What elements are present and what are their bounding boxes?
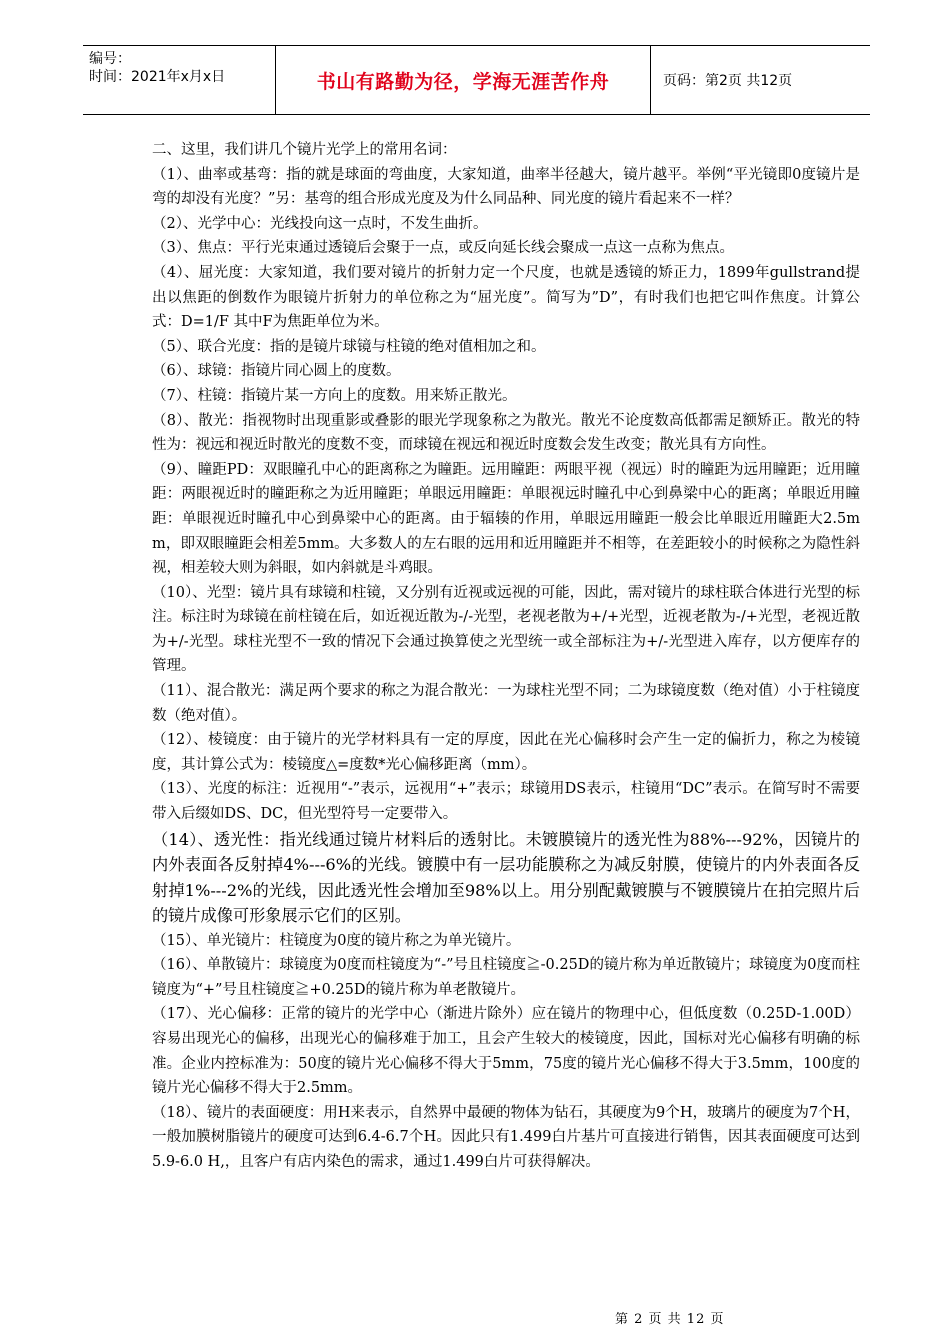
paragraph-7: （7）、柱镜：指镜片某一方向上的度数。用来矫正散光。 [152,387,517,404]
page-footer: 第 2 页 共 12 页 [615,1312,725,1327]
document-body [152,138,860,1175]
paragraph-5: （5）、联合光度：指的是镜片球镜与柱镜的绝对值相加之和。 [152,338,546,355]
paragraph-13: （13）、光度的标注：近视用“-”表示，远视用“+”表示；球镜用DS表示，柱镜用“DC”表示。在简写时不需要带入后缀如DS、DC，但光型符号一定要带入。 [152,781,860,823]
paragraph-18: （18）、镜片的表面硬度：用H来表示，自然界中最硬的物体为钻石，其硬度为9个H，玻璃片的硬度为7个H，一般加膜树脂镜片的硬度可达到6.4-6.7个H。因此只有1.499白片基片可直接进行销售，因其表面硬度可达到5.9-6.0 H,，且客户有店内染色的需求，通过1.499白片可获得解决。 [152,1104,860,1170]
paragraph-16: （16）、单散镜片：球镜度为0度而柱镜度为“-”号且柱镜度≧-0.25D的镜片称为单近散镜片；球镜度为0度而柱镜度为“+”号且柱镜度≧+0.25D的镜片称为单老散镜片。 [152,957,860,998]
paragraph-8: （8）、散光：指视物时出现重影或叠影的眼光学现象称之为散光。散光不论度数高低都需足额矫正。散光的特性为：视远和视近时散光的度数不变，而球镜在视远和视近时度数会发生改变；散光具有方向性。 [152,412,860,454]
paragraph-14: （14）、透光性：指光线通过镜片材料后的透射比。未镀膜镜片的透光性为88%---92%，因镜片的内外表面各反射掉4%---6%的光线。镀膜中有一层功能膜称之为减反射膜，使镜片的内外表面各反射掉1%---2%的光线，因此透光性会增加至98%以上。用分别配戴镀膜与不镀膜镜片在拍完照片后的镜片成像可形象展示它们的区别。 [152,829,860,926]
paragraph-17: （17）、光心偏移：正常的镜片的光学中心（渐进片除外）应在镜片的物理中心，但低度数（0.25D-1.00D）容易出现光心的偏移，出现光心的偏移难于加工，且会产生较大的棱镜度，因此，国标对光心偏移有明确的标准。企业内控标准为：50度的镜片光心偏移不得大于5mm，75度的镜片光心偏移不得大于3.5mm，100度的镜片光心偏移不得大于2.5mm。 [152,1006,860,1097]
paragraph-10: （10）、光型：镜片具有球镜和柱镜，又分别有近视或远视的可能，因此，需对镜片的球柱联合体进行光型的标注。标注时为球镜在前柱镜在后，如近视近散为-/-光型，老视老散为+/+光型，近视老散为-/+光型，老视近散为+/-光型。球柱光型不一致的情况下会通过换算使之光型统一或全部标注为+/-光型进入库存，以方便库存的管理。 [152,584,860,675]
paragraph-4: （4）、屈光度：大家知道，我们要对镜片的折射力定一个尺度，也就是透镜的矫正力，1899年gullstrand提出以焦距的倒数作为眼镜片折射力的单位称之为“屈光度”。简写为”D”，有时我们也把它叫作焦度。计算公式：D=1/F 其中F为焦距单位为米。 [152,264,860,331]
paragraph-2: （2）、光学中心：光线投向这一点时，不发生曲折。 [152,215,488,232]
document-time-label: 时间：2021年x月x日 [89,69,226,85]
paragraph-15: （15）、单光镜片：柱镜度为0度的镜片称之为单光镜片。 [152,932,521,949]
paragraph-6: （6）、球镜：指镜片同心圆上的度数。 [152,363,401,380]
header-meta [83,46,276,114]
paragraph-intro: 二、这里，我们讲几个镜片光学上的常用名词： [152,142,457,158]
document-number-label: 编号： [89,51,131,67]
header-page-info: 页码：第2页 共12页 [663,73,793,89]
paragraph-12: （12）、棱镜度：由于镜片的光学材料具有一定的厚度，因此在光心偏移时会产生一定的偏折力，称之为棱镜度，其计算公式为：棱镜度△=度数*光心偏移距离（mm）。 [152,732,860,773]
paragraph-1: （1）、曲率或基弯：指的就是球面的弯曲度，大家知道，曲率半径越大，镜片越平。举例“平光镜即0度镜片是弯的却没有光度？”另：基弯的组合形成光度及为什么同品种、同光度的镜片看起来不一样？ [152,166,860,208]
paragraph-9: （9）、瞳距PD：双眼瞳孔中心的距离称之为瞳距。远用瞳距：两眼平视（视远）时的瞳距为远用瞳距；近用瞳距：两眼视近时的瞳距称之为近用瞳距；单眼远用瞳距：单眼视远时瞳孔中心到鼻梁中心的距离；单眼近用瞳距：单眼视近时瞳孔中心到鼻梁中心的距离。由于辐辏的作用，单眼远用瞳距一般会比单眼近用瞳距大2.5m m，即双眼瞳距会相差5mm。大多数人的左右眼的远用和近用瞳距并不相等，在差距较小的时候称之为隐性斜视，相差较大则为斜眼，如内斜就是斗鸡眼。 [152,461,860,577]
header-motto: 书山有路勤为径，学海无涯苦作舟 [276,46,651,114]
paragraph-11: （11）、混合散光：满足两个要求的称之为混合散光：一为球柱光型不同；二为球镜度数（绝对值）小于柱镜度数（绝对值）。 [152,683,860,724]
page-header [83,45,870,115]
paragraph-3: （3）、焦点：平行光束通过透镜后会聚于一点，或反向延长线会聚成一点这一点称为焦点。 [152,240,734,257]
